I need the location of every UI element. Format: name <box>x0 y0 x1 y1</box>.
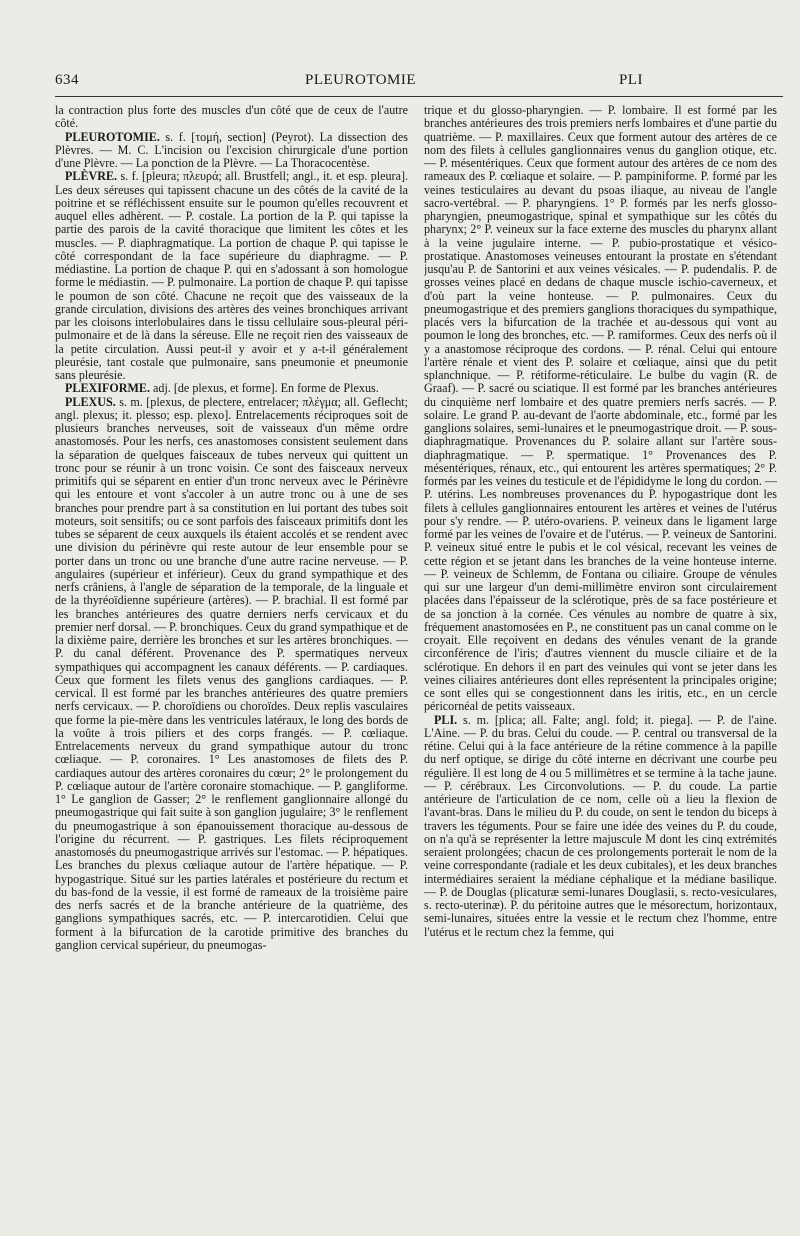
entry-continuation: la contraction plus forte des muscles d'un côté que de ceux de l'autre côté. <box>55 104 408 131</box>
headword: PLEUROTOMIE. <box>65 129 160 144</box>
header-rule <box>55 96 783 97</box>
right-column <box>424 104 777 1224</box>
page-number: 634 <box>55 72 79 88</box>
running-head-right: PLI <box>619 72 643 88</box>
running-header <box>55 72 783 92</box>
entry-plevre: PLÈVRE. s. f. [pleura; πλευρά; all. Brustfell; angl., it. et esp. pleura]. Les deux séreuses qui tapissent chacune un des côtés de la cavité de la poitrine et se réfléchissent ensuite sur le poumon qu'elles recouvrent et auquel elles adhèrent. — P. costale. La portion de la P. qui tapisse la partie des parois de la cavité thoracique que limitent les côtes et les muscles. — P. diaphragmatique. La portion de chaque P. qui tapisse le côté correspondant de la face supérieure du diaphragme. — P. médiastine. La portion de chaque P. qui en s'adossant à son homologue forme le médiastin. — P. pulmonaire. La portion de chaque P. qui tapisse le poumon de son côté. Chacune ne reçoit que des vaisseaux de la grande circulation, divisions des artères des veines bronchiques arrivant par les cloisons interlobulaires dans le tissu cellulaire sous-pleural péri-pulmonaire et de là dans la séreuse. Elle ne reçoit rien des vaisseaux de la petite circulation. Aussi peut-il y avoir et y a-t-il généralement pleurésie, tant costale que pulmonaire, sans pneumonie et pneumonie sans pleurésie. <box>55 169 408 382</box>
headword: PLEXIFORME. <box>65 381 150 396</box>
entry-pleurotomie: PLEUROTOMIE. s. f. [τομή, section] (Peyrot). La dissection des Plèvres. — M. C. L'incision ou l'excision chirurgicale d'une portion d'une Plèvre. — La ponction de la Plèvre. — La Thoracocentèse. <box>55 129 408 170</box>
headword: PLI. <box>434 712 458 727</box>
headword: PLÈVRE. <box>65 169 118 184</box>
headword: PLEXUS. <box>65 394 116 409</box>
left-column <box>55 104 408 1224</box>
entry-plexiforme: PLEXIFORME. adj. [de plexus, et forme]. En forme de Plexus. <box>65 381 379 396</box>
entry-plexus: PLEXUS. s. m. [plexus, de plectere, entrelacer; πλέγμα; all. Geflecht; angl. plexus; it. plesso; esp. plexo]. Entrelacements réciproques soit de plusieurs branches nerveuses, soit de vaisseaux d'un même ordre anastomosés. Pour les nerfs, ces anastomoses consistent seulement dans la séparation de quelques faisceaux de tubes nerveux qui quittent un tronc pour se réunir à un tronc voisin. Ce sont des faisceaux nerveux primitifs qui se séparent en entier d'un tronc nerveux avec le Périnèvre qui les entoure et vont s'accoler à un autre tronc ou à une de ses branches pour prendre part à sa constitution en lui portant des tubes soit moteurs, soit sensitifs; ou ce sont parfois des faisceaux primitifs dont les tubes se séparent de ceux auxquels ils étaient accolés et se rendent avec une division du périnèvre qui reste autour de leur ensemble pour se porter dans un tronc ou une branche d'une autre racine nerveuse. — P. angulaires (supérieur et inférieur). Ceux du grand sympathique et des nerfs crâniens, à l'angle de séparation de la temporale, de la linguale et de la thyréoïdienne supérieure (artères). — P. brachial. Il est formé par les branches antérieures des quatre derniers nerfs cervicaux et du premier nerf dorsal. — P. bronchiques. Ceux du grand sympathique et de la dixième paire, derrière les bronches et sur les artères bronchiques. — P. du canal déférent. Provenance des P. spermatiques nerveux sympathiques qui accompagnent les canaux déférents. — P. cardiaques. Ceux que forment les filets venus des ganglions cardiaques. — P. cervical. Il est formé par les branches antérieures des quatre premiers nerfs cervicaux. — P. choroïdiens ou choroïdes. Deux replis vasculaires que forme la pie-mère dans les ventricules latéraux, le long des bords de la voûte à trois piliers et des corps frangés. — P. cœliaque. Entrelacements nerveux du grand sympathique autour du tronc cœliaque. — P. coronaires. 1° Les anastomoses de filets des P. cardiaques autour des artères coronaires du cœur; 2° le prolongement du P. cœliaque autour de l'artère coronaire stomachique. — P. gangliforme. 1° Le ganglion de Gasser; 2° le renflement ganglionnaire allongé du pneumogastrique qui fait suite à son ganglion jugulaire; 3° le renflement du pneumogastrique à son épanouissement thoracique au-dessous de l'origine du récurrent. — P. gastriques. Les filets réciproquement anastomosés du pneumogastrique arrivés sur l'estomac. — P. hépatiques. Les branches du plexus cœliaque autour de l'artère hépatique. — P. hypogastrique. Situé sur les parties latérales et postérieure du rectum et du bas-fond de la vessie, il est formé de rameaux de la troisième paire des nerfs sacrés et de la branche antérieure de la quatrième, des ganglions sympathiques sacrés, etc. — P. intercarotidien. Celui que forment à la bifurcation de la carotide primitive des branches du ganglion cervical supérieur, du pneumogas- <box>55 394 408 952</box>
entry-plexus-continued: trique et du glosso-pharyngien. — P. lombaire. Il est formé par les branches antérieures des trois premiers nerfs lombaires et d'une partie du quatrième. — P. maxillaires. Ceux que forment autour des artères de ce nom des filets à cellules ganglionnaires venus du ganglion otique, etc. — P. mésentériques. Ceux que forment autour des artères de ce nom des rameaux des P. cœliaque et solaire. — P. pampiniforme. P. formé par les veines testiculaires au devant du psoas iliaque, au niveau de l'angle sacro-vertébral. — P. pharyngiens. 1° P. formés par les nerfs glosso-pharyngien, pneumogastrique, spinal et sympathique sur les côtés du pharynx; 2° P. veineux sur la face externe des muscles du pharynx allant à la veine jugulaire interne. — P. pubio-prostatique et vésico-prostatique. Anastomoses veineuses entourant la prostate en s'étendant jusqu'au P. de Santorini et aux veines vésicales. — P. pudendalis. P. de grosses veines placé en dedans de chaque muscle ischio-caverneux, et d'où part la veine honteuse. — P. pulmonaires. Ceux du pneumogastrique et des premiers ganglions thoraciques du sympathique, placés vers la bifurcation de la trachée et au-dessous qui vont au poumon le long des bronches, etc. — P. ramiformes. Ceux des nerfs où il y a anastomose réciproque des cordons. — P. rénal. Celui qui entoure l'artère rénale et vient des P. solaire et cœliaque, ainsi que du petit splanchnique. — P. rétiforme-réticulaire. Le bulbe du vagin (R. de Graaf). — P. sacré ou sciatique. Il est formé par les branches antérieures du cinquième nerf lombaire et des quatre premiers nerfs sacrés. — P. solaire. Le grand P. au-devant de l'aorte abdominale, etc., formé par les ganglions solaires, semi-lunaires et le pneumogastrique droit. — P. sous-diaphragmatique. Provenances du P. solaire allant sur l'artère sous-diaphragmatique. — P. spermatique. 1° Provenances des P. mésentériques, rénaux, etc., qui entourent les artères spermatiques; 2° P. formés par les veines du testicule et de l'épididyme le long du cordon. — P. utérins. Les nombreuses provenances du P. hypogastrique dont les filets à cellules ganglionnaires entourent les artères et veines de l'utérus pour s'y rendre. — P. utéro-ovariens. P. veineux dans le ligament large formé par les veines de l'ovaire et de l'utérus. — P. veineux de Santorini. P. veineux situé entre le pubis et le col vésical, recevant les veines de cette région et se jetant dans les branches de la veine honteuse interne. — P. veineux de Schlemm, de Fontana ou ciliaire. Groupe de vénules qui sur une largeur d'un demi-millimètre environ sont circulairement placées dans l'épaisseur de la sclérotique, près de sa face postérieure et de sa jonction à la cornée. Ces vénules au nombre de quatre à six, fréquement anastomosées en P., ne constituent pas un canal comme on le croyait. Elle reçoivent en dedans des vénules venant de la grande circonférence de l'iris; d'autres viennent du muscle ciliaire et de la sclérotique. En dehors il en part des veinules qui vont se jeter dans les veines ciliaires antérieures dont elles représentent la principales origine; ce sont elles qui se congestionnent dans les iritis, etc., en un cercle péricornéal de petits vaisseaux. <box>424 104 777 714</box>
running-head-left: PLEUROTOMIE <box>305 72 417 88</box>
entry-pli: PLI. s. m. [plica; all. Falte; angl. fold; it. piega]. — P. de l'aine. L'Aine. — P. du bras. Celui du coude. — P. central ou transversal de la rétine. Celui qui à la face antérieure de la rétine commence à la papille du nerf optique, se dirige du côté interne en décrivant une courbe peu régulière. Il est long de 4 ou 5 millimètres et se termine à la tache jaune. — P. cérébraux. Les Circonvolutions. — P. du coude. La partie antérieure de l'articulation de ce nom, celle où a lieu la flexion de l'avant-bras. Dans le milieu du P. du coude, on sent le tendon du biceps à travers les téguments. Pour se faire une idée des veines du P. du coude, on n'a qu'à se représenter la lettre majuscule M dont les cinq extrémités seraient prolongées; chacun de ces prolongements porterait le nom de la veine correspondante (radiale et les deux cubitales), et les deux branches intermédiaires seraient la médiane céphalique et la médiane basilique. — P. de Douglas (plicaturæ semi-lunares Douglasii, s. recto-vesiculares, s. recto-uterinæ). P. du péritoine autres que le mésorectum, horizontaux, semi-lunaires, situées entre la vessie et le rectum chez l'homme, entre l'utérus et le rectum chez la femme, qui <box>424 712 777 939</box>
